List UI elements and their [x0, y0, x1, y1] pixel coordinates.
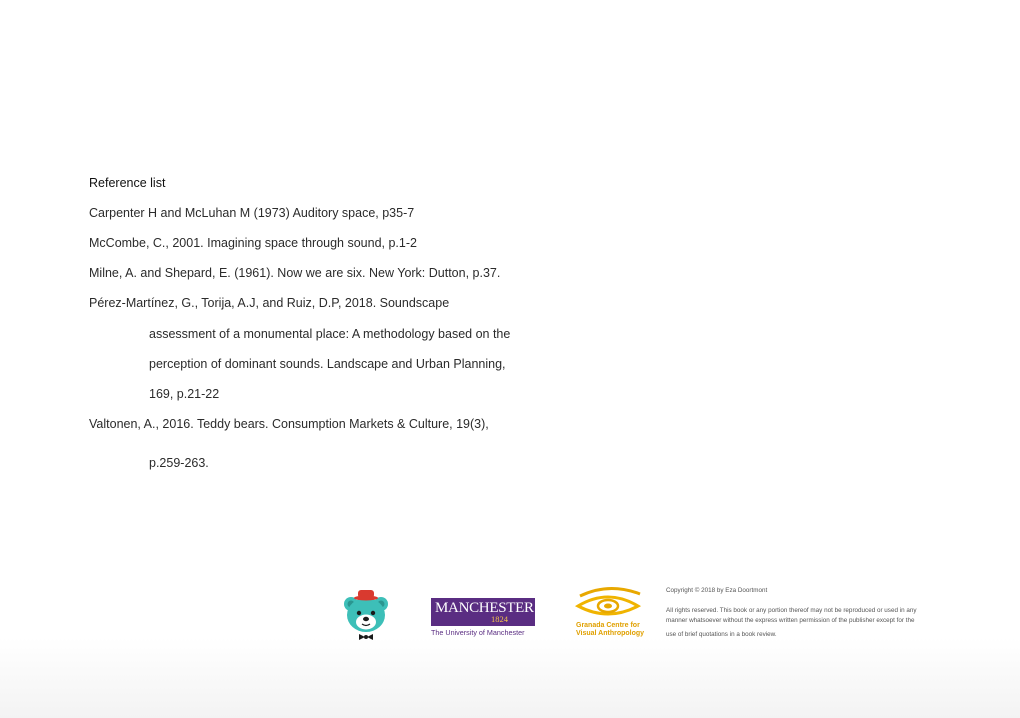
rights-reserved-line: manner whatsoever without the express written permission of the publisher except for the [666, 617, 915, 624]
reference-entry-continuation: p.259-263. [149, 456, 209, 470]
reference-entry: McCombe, C., 2001. Imagining space through sound, p.1-2 [89, 236, 417, 250]
manchester-logo-name: MANCHESTER [435, 600, 534, 616]
granada-eye-icon [574, 586, 644, 622]
manchester-logo-box [431, 598, 535, 626]
copyright-line: Copyright © 2018 by Eza Doortmont [666, 587, 768, 594]
rights-reserved-line: All rights reserved. This book or any portion thereof may not be reproduced or used in any [666, 607, 917, 614]
granada-logo-line2: Visual Anthropology [576, 630, 645, 637]
manchester-logo-year: 1824 [491, 614, 508, 624]
reference-list-heading: Reference list [89, 176, 166, 190]
rights-reserved-line: use of brief quotations in a book review. [666, 631, 777, 638]
teddy-bear-logo-icon [341, 586, 391, 642]
page-bottom-shadow [0, 638, 1020, 718]
reference-entry: Carpenter H and McLuhan M (1973) Auditory space, p35-7 [89, 206, 415, 220]
granada-centre-logo [574, 586, 656, 640]
reference-entry-continuation: perception of dominant sounds. Landscape and Urban Planning, [149, 357, 506, 371]
reference-entry-continuation: 169, p.21-22 [149, 387, 220, 401]
university-of-manchester-logo [431, 598, 535, 638]
reference-entry: Pérez-Martínez, G., Torija, A.J, and Ruiz, D.P, 2018. Soundscape [89, 296, 450, 310]
reference-entry: Milne, A. and Shepard, E. (1961). Now we are six. New York: Dutton, p.37. [89, 266, 501, 280]
reference-entry: Valtonen, A., 2016. Teddy bears. Consumption Markets & Culture, 19(3), [89, 417, 489, 431]
manchester-logo-subtitle: The University of Manchester [431, 628, 525, 637]
granada-logo-line1: Granada Centre for [576, 622, 640, 629]
reference-entry-continuation: assessment of a monumental place: A methodology based on the [149, 327, 511, 341]
